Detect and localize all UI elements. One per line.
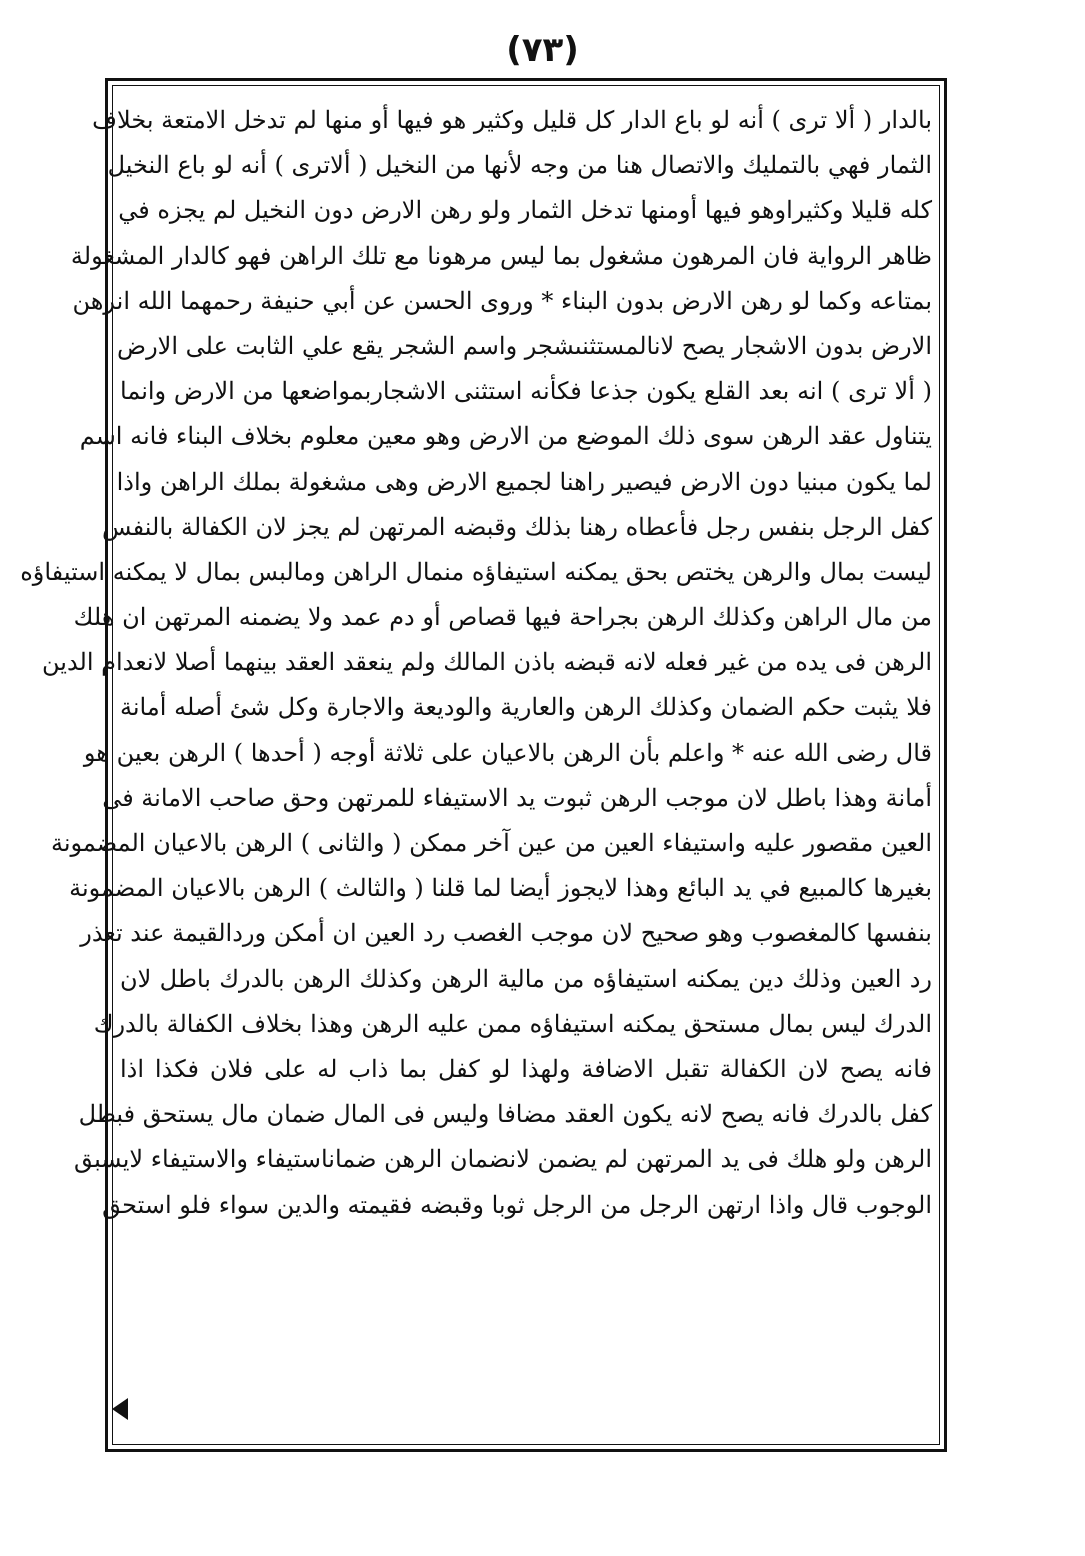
continuation-arrow-icon	[112, 1398, 128, 1420]
text-line: الرهن فى يده من غير فعله لانه قبضه باذن المالك ولم ينعقد العقد بينهما أصلا لانعدام الدين	[42, 648, 932, 677]
text-line: بغيرها كالمبيع في يد البائع وهذا لايجوز أيضا لما قلنا ( والثالث ) الرهن بالاعيان المضمونة	[69, 874, 932, 903]
text-line: من مال الراهن وكذلك الرهن بجراحة فيها قصاص أو دم عمد ولا يضمنه المرتهن ان هلك	[73, 603, 932, 632]
text-line: ( ألا ترى ) انه بعد القلع يكون جذعا فكأنه استثنى الاشجاربمواضعها من الارض وانما	[120, 377, 932, 406]
text-line: بمتاعه وكما لو رهن الارض بدون البناء * وروى الحسن عن أبي حنيفة رحمهما الله انرهن	[72, 286, 932, 315]
text-line: كفل بالدرك فانه يصح لانه يكون العقد مضافا وليس فى المال ضمان مال يستحق فبطل	[78, 1100, 932, 1129]
text-line: الوجوب قال واذا ارتهن الرجل من الرجل ثوبا وقبضه فقيمته والدين سواء فلو استحق	[102, 1190, 932, 1219]
text-line: العين مقصور عليه واستيفاء العين من عين آخر ممكن ( والثانى ) الرهن بالاعيان المضمونة	[50, 829, 932, 857]
text-line: قال رضى الله عنه * واعلم بأن الرهن بالاعيان على ثلاثة أوجه ( أحدها ) الرهن بعين هو	[83, 738, 932, 767]
text-line: الدرك ليس بمال مستحق يمكنه استيفاؤه ممن عليه الرهن وهذا بخلاف الكفالة بالدرك	[93, 1009, 932, 1038]
text-line: بالدار ( ألا ترى ) أنه لو باع الدار كل قليل وكثير هو فيها أو منها لم تدخل الامتعة بخلاف	[92, 106, 932, 134]
text-line: لما يكون مبنيا دون الارض فيصير راهنا لجميع الارض وهى مشغولة بملك الراهن واذا	[116, 467, 932, 496]
text-line: الرهن ولو هلك فى يد المرتهن لم يضمن لانضمان الرهن ضماناستيفاء والاستيفاء لايسبق	[74, 1145, 932, 1174]
text-line: أمانة وهذا باطل لان موجب الرهن ثبوت يد الاستيفاء للمرتهن وحق صاحب الامانة فى	[102, 783, 932, 812]
text-line: رد العين وذلك دين يمكنه استيفاؤه من مالية الرهن وكذلك الرهن بالدرك باطل لان	[120, 964, 932, 993]
text-line: ليست بمال والرهن يختص بحق يمكنه استيفاؤه منمال الراهن ومالبس بمال لا يمكنه استيفاؤه	[20, 557, 932, 586]
text-line: كفل الرجل بنفس رجل فأعطاه رهنا بذلك وقبضه المرتهن لم يجز لان الكفالة بالنفس	[102, 512, 932, 541]
text-line: الثمار فهي بالتمليك والاتصال هنا من وجه لأنها من النخيل ( ألاترى ) أنه لو باع النخيل	[107, 151, 932, 180]
body-text	[20, 98, 932, 1438]
text-line: ظاهر الرواية فان المرهون مشغول بما ليس مرهونا مع تلك الراهن فهو كالدار المشغولة	[70, 241, 932, 270]
text-line: فلا يثبت حكم الضمان وكذلك الرهن والعارية والوديعة والاجارة وكل شئ أصله أمانة	[120, 693, 932, 722]
page-number: (٧٣)	[506, 30, 579, 70]
text-line: بنفسها كالمغصوب وهو صحيح لان موجب الغصب رد العين ان أمكن وردالقيمة عند تعذر	[80, 919, 932, 948]
text-line: فانه يصح لان الكفالة تقبل الاضافة ولهذا لو كفل بما ذاب له على فلان فكذا اذا	[120, 1054, 932, 1083]
text-line: يتناول عقد الرهن سوى ذلك الموضع من الارض وهو معين معلوم بخلاف البناء فانه اسم	[79, 422, 932, 451]
text-line: كله قليلا وكثيراوهو فيها أومنها تدخل الثمار ولو رهن الارض دون النخيل لم يجزه في	[118, 196, 932, 225]
text-line: الارض بدون الاشجار يصح لانالمستثنىشجر واسم الشجر يقع علي الثابت على الارض	[117, 331, 932, 360]
